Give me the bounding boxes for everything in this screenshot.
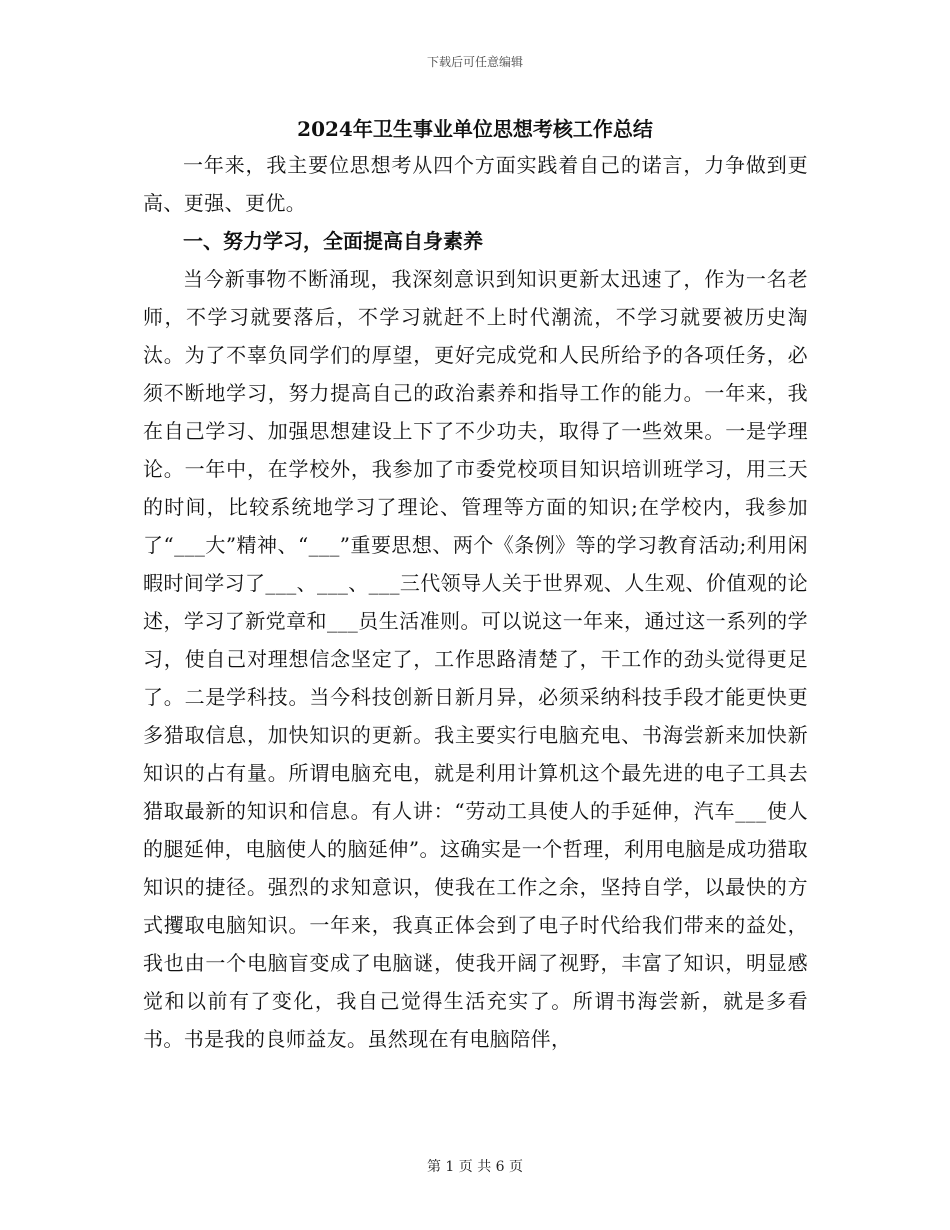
page-indicator: 第 1 页 共 6 页 xyxy=(426,1159,524,1175)
intro-paragraph: 一年来，我主要位思想考从四个方面实践着自己的诺言，力争做到更高、更强、更优。 xyxy=(143,153,808,215)
document-title: 2024年卫生事业单位思想考核工作总结 xyxy=(297,117,653,141)
document-body xyxy=(143,146,808,1058)
page-header-note: 下载后可任意编辑 xyxy=(426,55,523,69)
section-paragraph: 当今新事物不断涌现，我深刻意识到知识更新太迅速了，作为一名老师，不学习就要落后，不学习就赶不上时代潮流，不学习就要被历史淘汰。为了不辜负同学们的厚望，更好完成党和人民所给予的各项任务，必须不断地学习，努力提高自己的政治素养和指导工作的能力。一年来，我在自己学习、加强思想建设上下了不少功夫，取得了一些效果。一是学理论。一年中，在学校外，我参加了市委党校项目知识培训班学习，用三天的时间，比较系统地学习了理论、管理等方面的知识;在学校内，我参加了“___大”精神、“___”重要思想、两个《条例》等的学习教育活动;利用闲暇时间学习了___、___、___三代领导人关于世界观、人生观、价值观的论述，学习了新党章和___员生活准则。可以说这一年来，通过这一系列的学习，使自己对理想信念坚定了，工作思路清楚了，干工作的劲头觉得更足了。二是学科技。当今科技创新日新月异，必须采纳科技手段才能更快更多猎取信息，加快知识的更新。我主要实行电脑充电、书海尝新来加快新知识的占有量。所谓电脑充电，就是利用计算机这个最先进的电子工具去猎取最新的知识和信息。有人讲：“劳动工具使人的手延伸，汽车___使人的腿延伸，电脑使人的脑延伸”。这确实是一个哲理，利用电脑是成功猎取知识的捷径。强烈的求知意识，使我在工作之余，坚持自学，以最快的方式攫取电脑知识。一年来，我真正体会到了电子时代给我们带来的益处，我也由一个电脑盲变成了电脑谜，使我开阔了视野，丰富了知识，明显感觉和以前有了变化，我自己觉得生活充实了。所谓书海尝新，就是多看书。书是我的良师益友。虽然现在有电脑陪伴， xyxy=(143,267,808,1051)
section-heading: 一、努力学习，全面提高自身素养 xyxy=(183,229,483,253)
